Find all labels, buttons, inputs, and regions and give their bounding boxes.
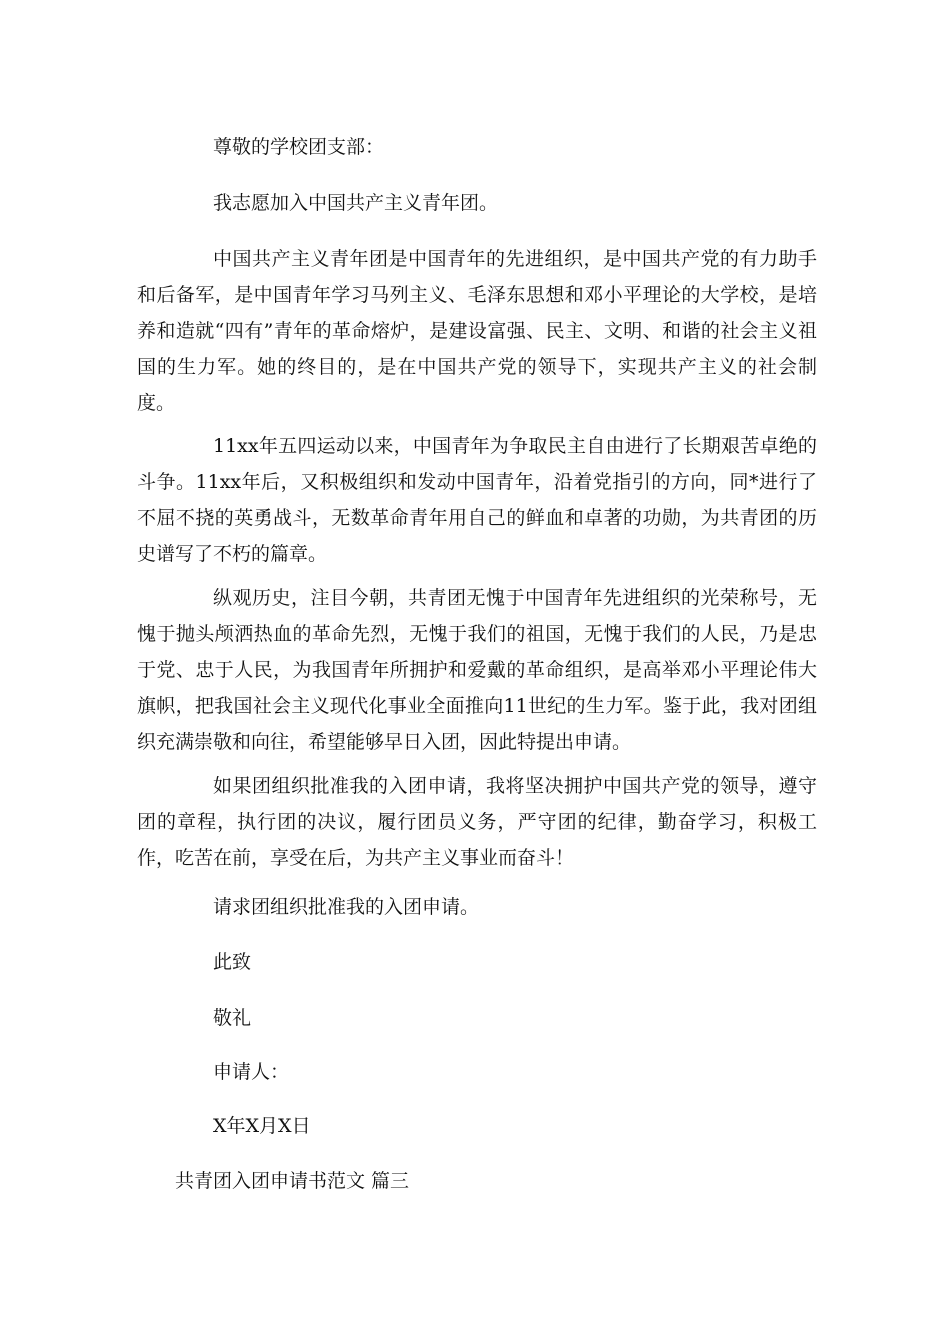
- next-section-title: 共青团入团申请书范文 篇三: [175, 1170, 410, 1192]
- intro-line: 我志愿加入中国共产主义青年团。: [213, 192, 499, 214]
- request-line: 请求团组织批准我的入团申请。: [213, 896, 480, 918]
- paragraph-4: 如果团组织批准我的入团申请，我将坚决拥护中国共产党的领导，遵守团的章程，执行团的决议，履行团员义务，严守团的纪律，勤奋学习，积极工作，吃苦在前，享受在后，为共产主义事业而奋斗！: [137, 775, 817, 869]
- date-line: X年X月X日: [213, 1115, 311, 1137]
- closing-jing-li: 敬礼: [213, 1007, 252, 1029]
- paragraph-1: 中国共产主义青年团是中国青年的先进组织，是中国共产党的有力助手和后备军，是中国青年学习马列主义、毛泽东思想和邓小平理论的大学校，是培养和造就“四有”青年的革命熔炉，是建设富强、民主、文明、和谐的社会主义祖国的生力军。她的终目的，是在中国共产党的领导下，实现共产主义的社会制度。: [137, 248, 817, 414]
- salutation: 尊敬的学校团支部：: [213, 136, 385, 158]
- closing-ci-zhi: 此致: [213, 951, 252, 973]
- paragraph-2: 11xx年五四运动以来，中国青年为争取民主自由进行了长期艰苦卓绝的斗争。11xx年后，又积极组织和发动中国青年，沿着党指引的方向，同*进行了不屈不挠的英勇战斗，无数革命青年用自己的鲜血和卓著的功勋，为共青团的历史谱写了不朽的篇章。: [137, 435, 817, 565]
- applicant-label: 申请人：: [213, 1061, 290, 1083]
- paragraph-3: 纵观历史，注目今朝，共青团无愧于中国青年先进组织的光荣称号，无愧于抛头颅洒热血的革命先烈，无愧于我们的祖国，无愧于我们的人民，乃是忠于党、忠于人民，为我国青年所拥护和爱戴的革命组织，是高举邓小平理论伟大旗帜，把我国社会主义现代化事业全面推向11世纪的生力军。鉴于此，我对团组织充满崇敬和向往，希望能够早日入团，因此特提出申请。: [137, 587, 817, 753]
